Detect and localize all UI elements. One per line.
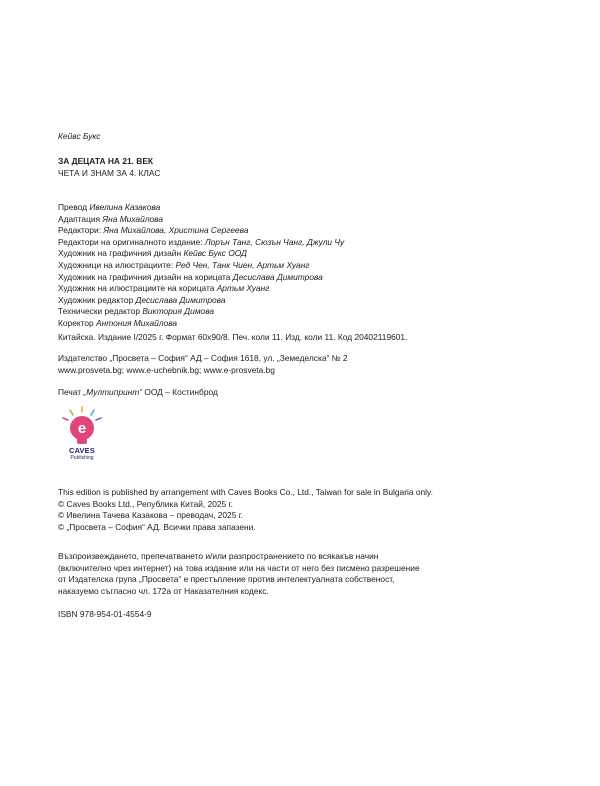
printer-line: Печат „Мултипринт“ ООД – Костинброд (58, 387, 218, 397)
brand-name: Кейвс Букс (58, 131, 101, 141)
rights-line: This edition is published by arrangement with Caves Books Co., Ltd., Taiwan for sale in Bulgaria only. (58, 487, 433, 497)
credit-line: Художник на графичния дизайн на корицата Десислава Димитрова (58, 271, 323, 282)
credit-line: Художник редактор Десислава Димитрова (58, 294, 226, 305)
logo-name: CAVES (69, 446, 95, 455)
svg-text:e: e (77, 420, 87, 437)
credits-list (58, 202, 344, 330)
credit-line: Редактори: Яна Михайлова, Христина Сергеева (58, 225, 249, 236)
credit-line: Художник на графичния дизайн Кейвс Букс ООД (58, 248, 247, 259)
credit-line: Технически редактор Виктория Димова (58, 306, 215, 317)
rights-block (58, 487, 433, 533)
warning-line: Възпроизвеждането, препечатването и/или разпространението по всякакъв начин (58, 551, 379, 561)
isbn: ISBN 978-954-01-4554-9 (58, 609, 152, 619)
logo-subtitle: Publishing (70, 455, 94, 461)
book-title: ЧЕТА И ЗНАМ ЗА 4. КЛАС (58, 168, 161, 178)
series-title: ЗА ДЕЦАТА НА 21. ВЕК (58, 156, 154, 166)
credit-line: Редактори на оригиналното издание: Лорън Танг, Сюзън Чанг, Джули Чу (58, 236, 345, 247)
credit-line: Художници на илюстрациите: Ред Чен, Танк Чиен, Артьм Хуанг (58, 259, 310, 270)
rights-line: © „Просвета – София“ АД. Всички права запазени. (58, 521, 256, 532)
lightbulb-e-icon (58, 404, 106, 448)
copyright-warning (58, 551, 420, 597)
warning-line: наказуемо съгласно чл. 172а от Наказателния кодекс. (58, 585, 269, 596)
publication-info: Китайска. Издание I/2025 г. Формат 60x90/8. Печ. коли 11. Изд. коли 11. Код 20402119601. (58, 332, 408, 342)
rights-line: © Ивелина Тачева Казакова – преводач, 2025 г. (58, 510, 244, 521)
caves-publishing-logo (58, 404, 106, 464)
credit-line: Коректор Антония Михайлова (58, 317, 178, 328)
warning-line: (включително чрез интернет) на това издание или на части от него без писмено разрешение (58, 562, 420, 573)
warning-line: от Издателска група „Просвета“ е престъпление против интелектуалната собственост, (58, 574, 395, 585)
publisher-address: Издателство „Просвета – София“ АД – София 1618, ул. „Земеделска“ № 2 (58, 353, 348, 363)
credit-line: Художник на илюстрациите на корицата Артьм Хуанг (58, 283, 270, 294)
credit-line: Превод Ивелина Казакова (58, 202, 161, 212)
rights-line: © Caves Books Ltd., Република Китай, 2025 г. (58, 498, 233, 509)
publisher-websites: www.prosveta.bg; www.e-uchebnik.bg; www.e-prosveta.bg (58, 365, 275, 375)
credit-line: Адаптация Яна Михайлова (58, 213, 163, 224)
